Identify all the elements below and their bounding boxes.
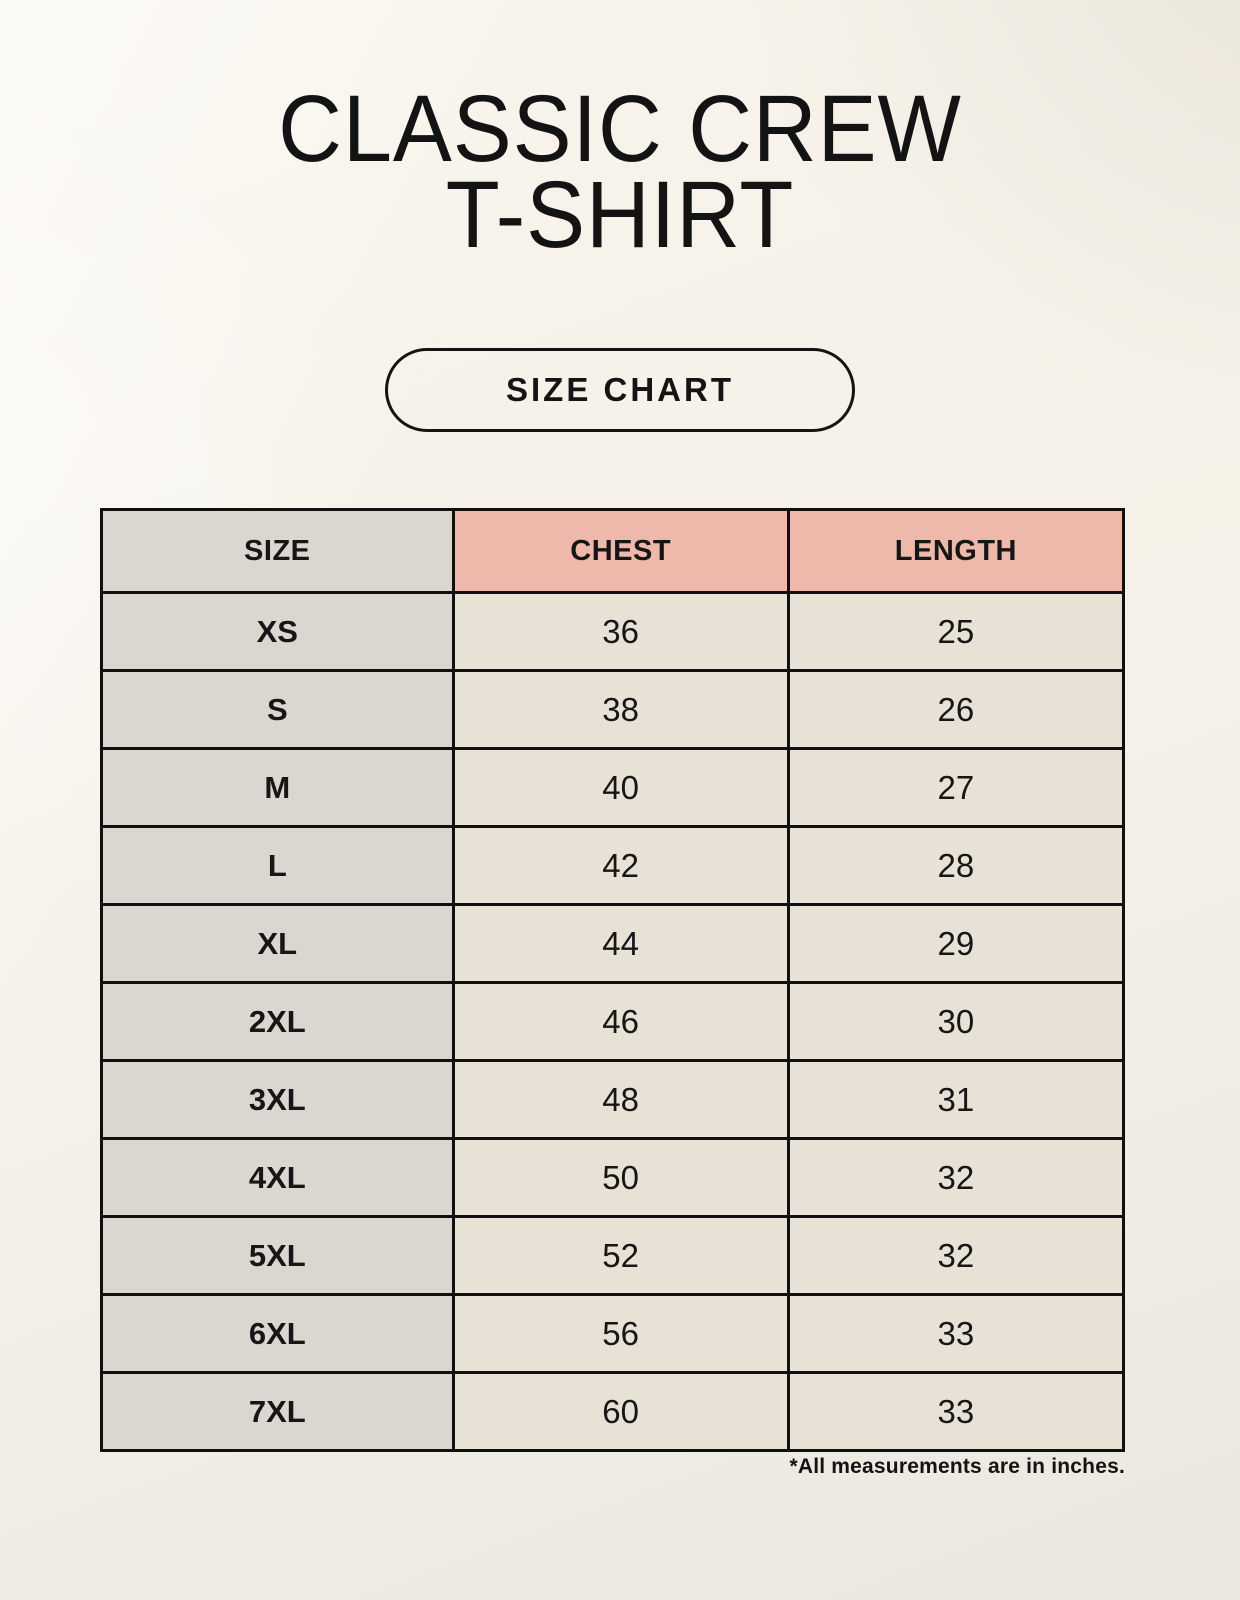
length-cell: 32 (788, 1217, 1123, 1295)
size-cell: L (102, 827, 454, 905)
chest-cell: 40 (453, 749, 788, 827)
size-cell: 2XL (102, 983, 454, 1061)
table-header (102, 510, 1124, 593)
size-cell: XS (102, 593, 454, 671)
size-cell: 5XL (102, 1217, 454, 1295)
length-cell: 33 (788, 1295, 1123, 1373)
size-cell: S (102, 671, 454, 749)
length-cell: 30 (788, 983, 1123, 1061)
table-row (102, 593, 1124, 671)
size-cell: M (102, 749, 454, 827)
table-row (102, 983, 1124, 1061)
length-cell: 32 (788, 1139, 1123, 1217)
table-header-row (102, 510, 1124, 593)
length-cell: 31 (788, 1061, 1123, 1139)
length-cell: 26 (788, 671, 1123, 749)
page-title-line-2: T-SHIRT (445, 162, 795, 268)
length-cell: 33 (788, 1373, 1123, 1451)
table-row (102, 1061, 1124, 1139)
size-chart-badge[interactable] (385, 348, 855, 432)
size-cell: 6XL (102, 1295, 454, 1373)
table-body (102, 593, 1124, 1451)
table-row (102, 827, 1124, 905)
table-row (102, 1295, 1124, 1373)
chest-cell: 52 (453, 1217, 788, 1295)
length-cell: 25 (788, 593, 1123, 671)
chest-cell: 36 (453, 593, 788, 671)
table-row (102, 1139, 1124, 1217)
length-cell: 28 (788, 827, 1123, 905)
chest-cell: 56 (453, 1295, 788, 1373)
size-cell: XL (102, 905, 454, 983)
chest-cell: 46 (453, 983, 788, 1061)
page-title (43, 76, 1196, 268)
measurements-footnote: *All measurements are in inches. (789, 1455, 1125, 1478)
chest-cell: 60 (453, 1373, 788, 1451)
chest-cell: 38 (453, 671, 788, 749)
column-header-size: SIZE (102, 510, 454, 593)
length-cell: 27 (788, 749, 1123, 827)
table-row (102, 1373, 1124, 1451)
size-cell: 4XL (102, 1139, 454, 1217)
chest-cell: 48 (453, 1061, 788, 1139)
chest-cell: 50 (453, 1139, 788, 1217)
size-cell: 7XL (102, 1373, 454, 1451)
size-cell: 3XL (102, 1061, 454, 1139)
table-row (102, 1217, 1124, 1295)
length-cell: 29 (788, 905, 1123, 983)
size-chart-table-container (100, 508, 1125, 1452)
table-row (102, 749, 1124, 827)
size-chart-badge-label: SIZE CHART (506, 371, 734, 408)
table-row (102, 671, 1124, 749)
column-header-length: LENGTH (788, 510, 1123, 593)
page-title-line-1: CLASSIC CREW (278, 76, 962, 182)
chest-cell: 44 (453, 905, 788, 983)
table-row (102, 905, 1124, 983)
size-chart-table (100, 508, 1125, 1452)
chest-cell: 42 (453, 827, 788, 905)
column-header-chest: CHEST (453, 510, 788, 593)
